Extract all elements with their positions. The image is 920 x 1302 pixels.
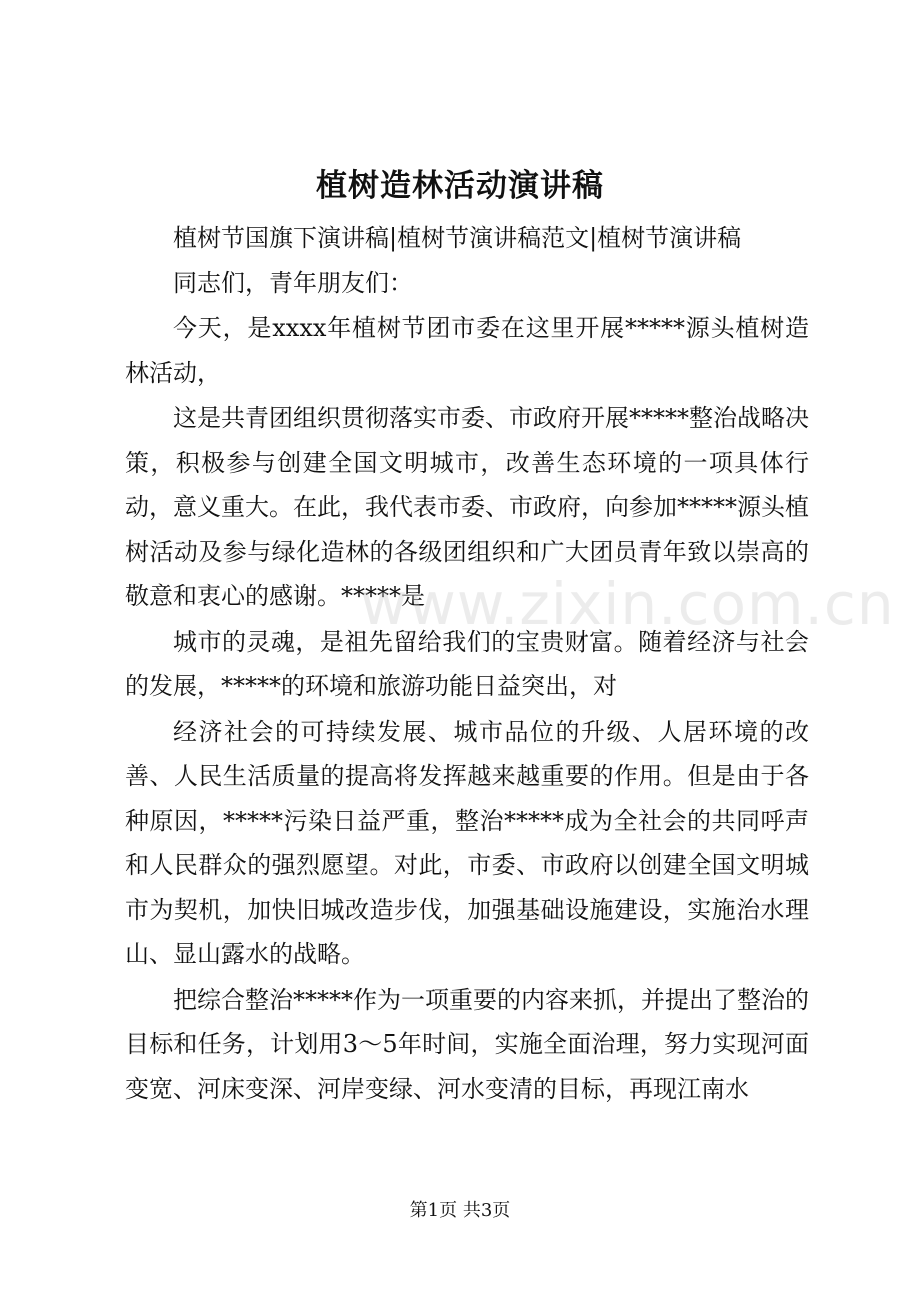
- paragraph: 同志们，青年朋友们：: [173, 268, 413, 297]
- watermark: www.zixin.com.cn: [360, 570, 895, 638]
- document-title: 植树造林活动演讲稿: [316, 168, 604, 204]
- paragraph: 今天，是xxxx年植树节团市委在这里开展*****源头植树造林活动，: [125, 314, 809, 387]
- page-footer: 第1页 共3页: [409, 1200, 511, 1221]
- paragraph: 这是共青团组织贯彻落实市委、市政府开展*****整治战略决策，积极参与创建全国文明城市，改善生态环境的一项具体行动，意义重大。在此，我代表市委、市政府，向参加*****源头植树活动及参与绿化造林的各级团组织和广大团员青年致以崇高的敬意和衷心的感谢。*****是: [125, 404, 809, 610]
- paragraph: 城市的灵魂，是祖先留给我们的宝贵财富。随着经济与社会的发展，*****的环境和旅游功能日益突出，对: [125, 627, 809, 700]
- paragraph: 把综合整治*****作为一项重要的内容来抓，并提出了整治的目标和任务，计划用3～5年时间，实施全面治理，努力实现河面变宽、河床变深、河岸变绿、河水变清的目标，再现江南水: [125, 985, 809, 1103]
- document-body: [125, 216, 809, 1111]
- paragraph: 植树节国旗下演讲稿|植树节演讲稿范文|植树节演讲稿: [173, 224, 742, 252]
- paragraph: 经济社会的可持续发展、城市品位的升级、人居环境的改善、人民生活质量的提高将发挥越来越重要的作用。但是由于各种原因，*****污染日益严重，整治*****成为全社会的共同呼声和人民群众的强烈愿望。对此，市委、市政府以创建全国文明城市为契机，加快旧城改造步伐，加强基础设施建设，实施治水理山、显山露水的战略。: [125, 717, 809, 968]
